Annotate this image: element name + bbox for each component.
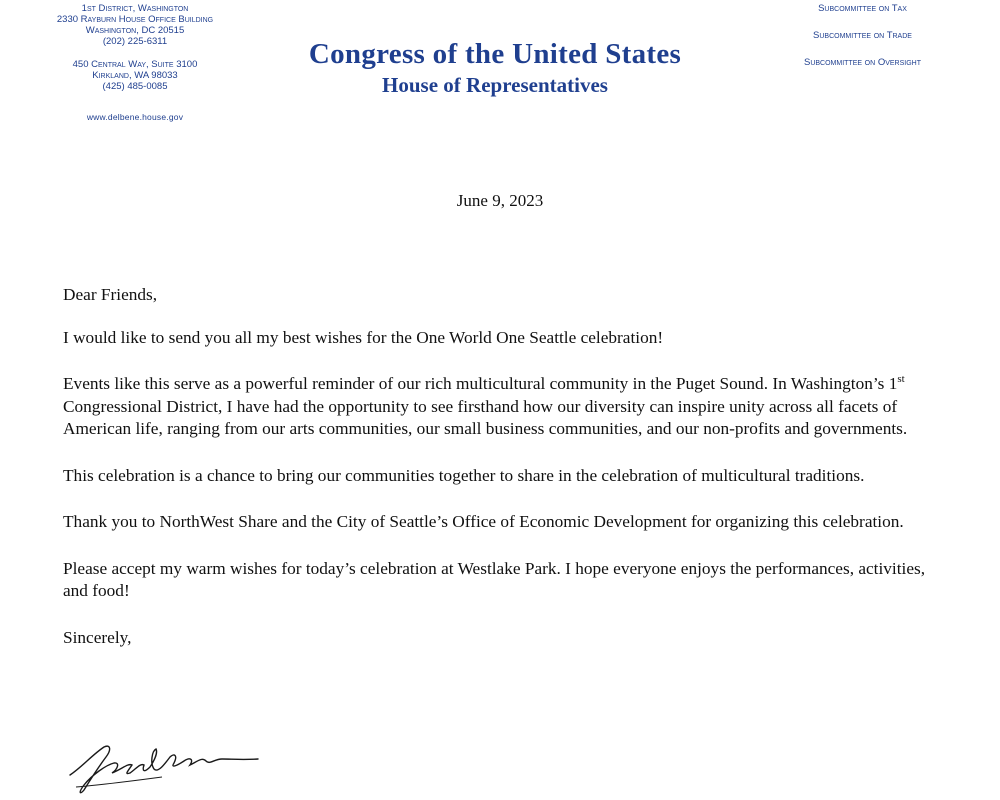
paragraph-2-rest: Congressional District, I have had the opportunity to see firsthand how our diversity can inspire unity across all facets of American life, ranging from our arts communities, our small business communities, and our non-profits and governments. xyxy=(63,396,908,438)
signature-image xyxy=(62,735,272,800)
paragraph-1: I would like to send you all my best wishes for the One World One Seattle celebration! xyxy=(63,327,664,347)
local-phone: (425) 485-0085 xyxy=(102,81,168,92)
local-address-line-2: Kirkland, WA 98033 xyxy=(92,70,178,81)
dc-address-line-2: Washington, DC 20515 xyxy=(85,25,185,36)
paragraph-5: Please accept my warm wishes for today’s celebration at Westlake Park. I hope everyone enjoys the performances, activities, and food! xyxy=(63,558,926,600)
letterhead-right-block xyxy=(775,3,950,84)
closing: Sincerely, xyxy=(63,627,132,647)
subcommittee-trade: Subcommittee on Trade xyxy=(813,30,912,41)
subcommittee-tax: Subcommittee on Tax xyxy=(818,3,907,14)
salutation: Dear Friends, xyxy=(63,285,158,304)
website-link[interactable]: www.delbene.house.gov xyxy=(86,112,184,122)
ordinal-suffix: st xyxy=(897,373,905,386)
paragraph-2-start: Events like this serve as a powerful reminder of our rich multicultural community in the Puget Sound. In Washington’s 1 xyxy=(63,374,898,393)
letterhead-left-block xyxy=(30,3,240,123)
district-line: 1st District, Washington xyxy=(81,3,189,14)
local-address-line-1: 450 Central Way, Suite 3100 xyxy=(72,59,198,70)
paragraph-2 xyxy=(63,373,943,441)
masthead-subtitle: House of Representatives xyxy=(382,73,608,97)
dc-address-line-1: 2330 Rayburn House Office Building xyxy=(56,14,214,25)
masthead xyxy=(290,36,700,98)
letter-body xyxy=(63,284,943,673)
paragraph-3: This celebration is a chance to bring our communities together to share in the celebration of multicultural traditions. xyxy=(63,465,865,485)
dc-phone: (202) 225-6311 xyxy=(102,36,168,47)
subcommittee-oversight: Subcommittee on Oversight xyxy=(803,57,921,68)
letter-date: June 9, 2023 xyxy=(456,191,544,210)
paragraph-4: Thank you to NorthWest Share and the City of Seattle’s Office of Economic Development for organizing this celebration. xyxy=(63,512,904,531)
masthead-title: Congress of the United States xyxy=(308,38,682,70)
